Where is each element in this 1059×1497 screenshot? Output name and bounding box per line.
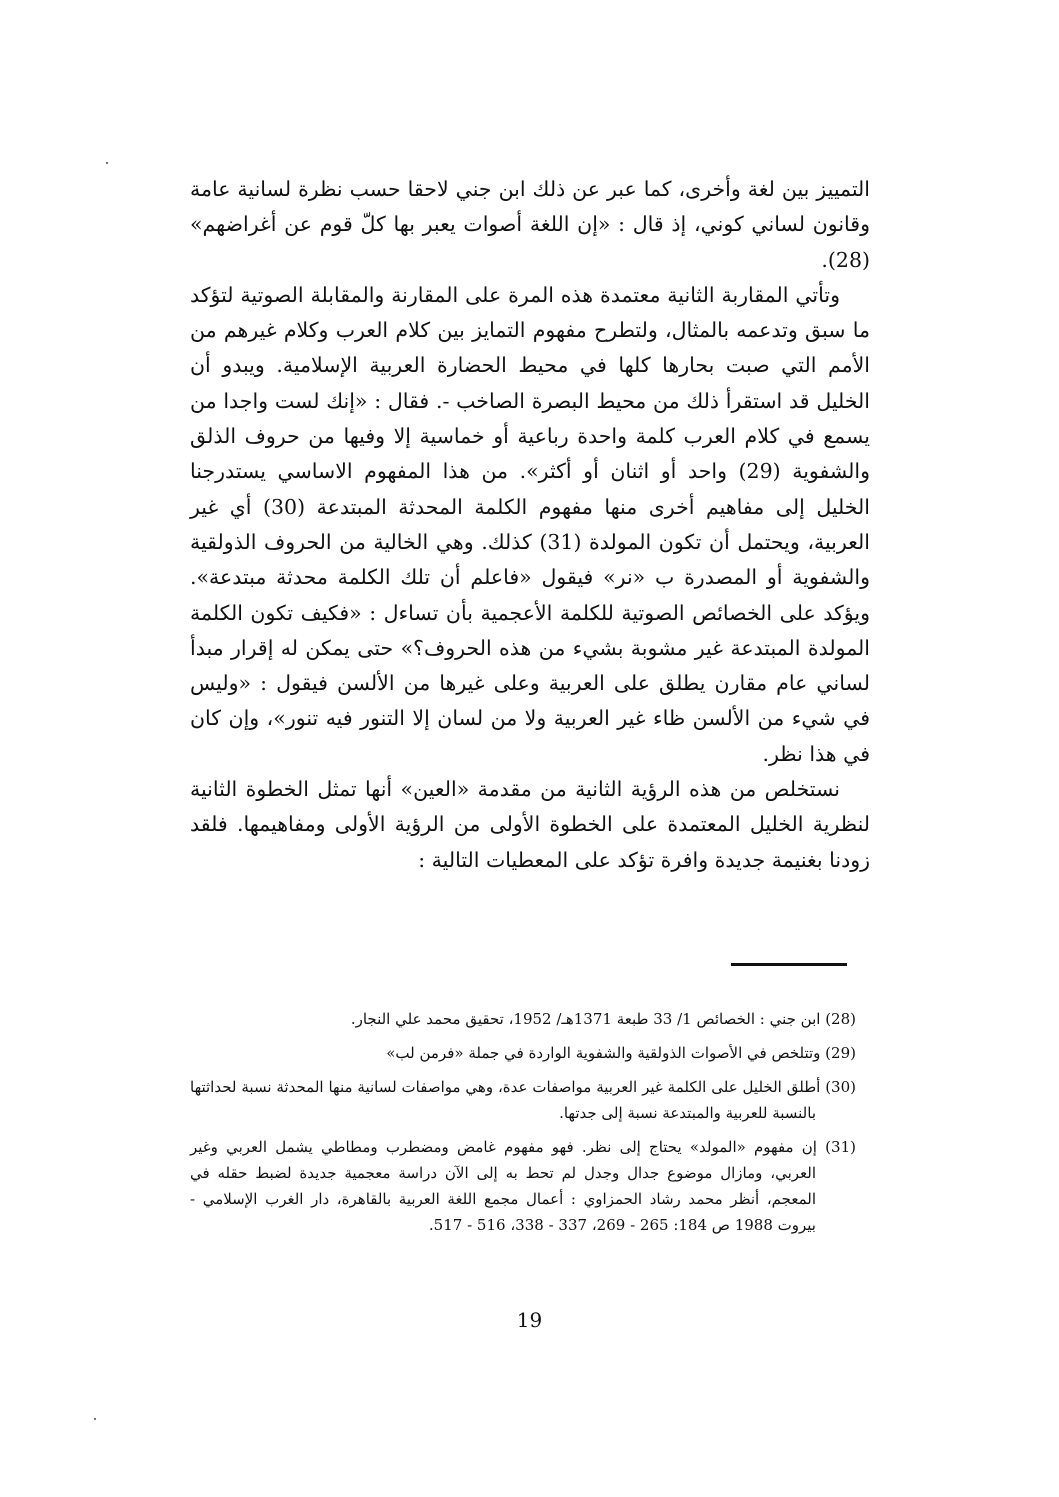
page-number: 19 — [516, 1308, 543, 1332]
paragraph-2: وتأتي المقاربة الثانية معتمدة هذه المرة على المقارنة والمقابلة الصوتية لتؤكد ما سبق وتدعمه بالمثال، ولتطرح مفهوم التمايز بين كلام العرب وكلام غيرهم من الأمم التي صبت بحارها كلها في محيط الحضارة العربية الإسلامية. ويبدو أن الخليل قد استقرأ ذلك من محيط البصرة الصاخب -. فقال : «إنك لست واجدا من يسمع في كلام العرب كلمة واحدة رباعية أو خماسية إلا وفيها من حروف الذلق والشفوية (29) واحد أو اثنان أو أكثر». من هذا المفهوم الاساسي يستدرجنا الخليل إلى مفاهيم أخرى منها مفهوم الكلمة المحدثة المبتدعة (30) أي غير العربية، ويحتمل أن تكون المولدة (31) كذلك. وهي الخالية من الحروف الذولقية والشفوية أو المصدرة ب «نر» فيقول «فاعلم أن تلك الكلمة محدثة مبتدعة». ويؤكد على الخصائص الصوتية للكلمة الأعجمية بأن تساءل : «فكيف تكون الكلمة المولدة المبتدعة غير مشوبة بشيء من هذه الحروف؟» حتى يمكن له إقرار مبدأ لساني عام مقارن يطلق على العربية وعلى غيرها من الألسن فيقول : «وليس في شيء من الألسن ظاء غير العربية ولا من لسان إلا التنور فيه تنور»، وإن كان في هذا نظر. — [190, 282, 870, 766]
footnote-separator — [731, 963, 847, 966]
scan-mark — [94, 1418, 96, 1420]
footnote-28: (28) ابن جني : الخصائص 1/ 33 طبعة 1371هـ/ 1952، تحقيق محمد علي النجار. — [350, 1010, 856, 1028]
scan-mark — [106, 162, 108, 164]
footnote-31: (31) إن مفهوم «المولد» يحتاج إلى نظر. فهو مفهوم غامض ومضطرب ومطاطي يشمل العربي وغير العربي، ومازال موضوع جدال وجدل لم تحط به إلى الآن دراسة معجمية جديدة لضبط حقله في المعجم، أنظر محمد رشاد الحمزاوي : أعمال مجمع اللغة العربية بالقاهرة، دار الغرب الإسلامي - بيروت 1988 ص 184: 265 - 269، 337 - 338، 516 - 517. — [190, 1138, 856, 1234]
footnote-29: (29) وتتلخص في الأصوات الذولقية والشفوية الواردة في جملة «فرمن لب» — [386, 1044, 856, 1062]
footnotes — [190, 1006, 856, 1246]
footnote-30: (30) أطلق الخليل على الكلمة غير العربية مواصفات عدة، وهي مواصفات لسانية منها المحدثة نسبة لحداثتها بالنسبة للعربية والمبتدعة نسبة إلى جدتها. — [190, 1078, 856, 1122]
paragraph-1: التمييز بين لغة وأخرى، كما عبر عن ذلك ابن جني لاحقا حسب نظرة لسانية عامة وقانون لساني كوني، إذ قال : «إن اللغة أصوات يعبر بها كلّ قوم عن أغراضهم» (28). — [190, 177, 870, 272]
main-text — [190, 172, 870, 878]
paragraph-3: نستخلص من هذه الرؤية الثانية من مقدمة «العين» أنها تمثل الخطوة الثانية لنظرية الخليل المعتمدة على الخطوة الأولى من الرؤية الأولى ومفاهيمها. فلقد زودنا بغنيمة جديدة وافرة تؤكد على المعطيات التالية : — [190, 777, 870, 872]
